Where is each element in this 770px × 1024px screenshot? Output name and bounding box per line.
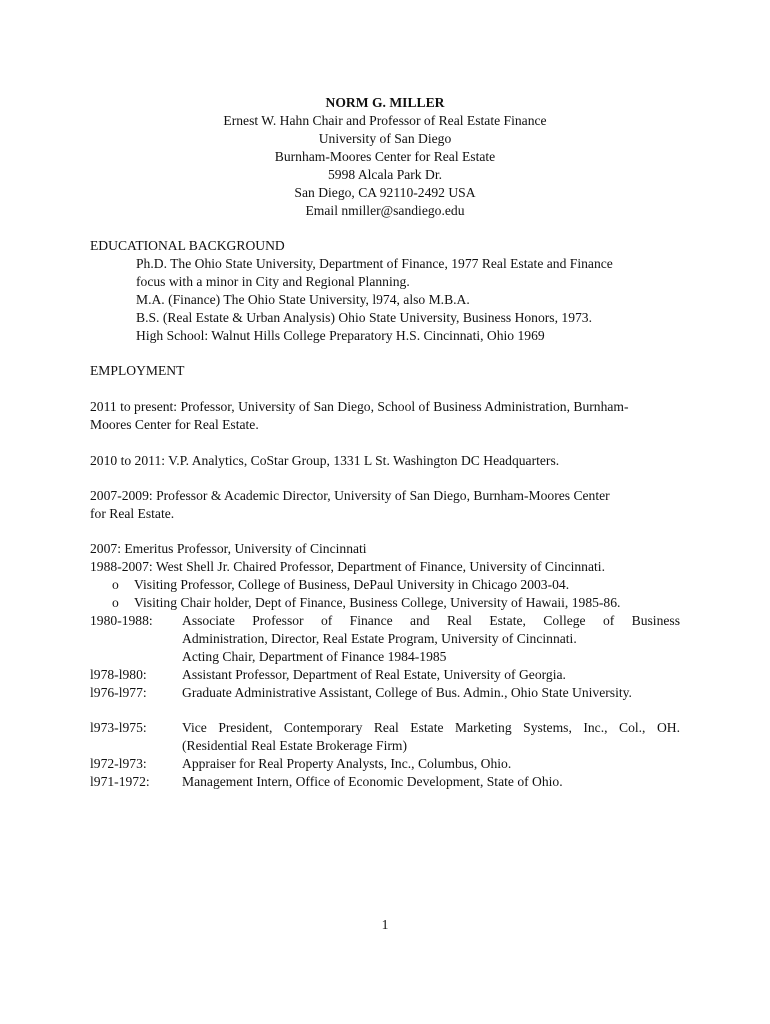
employment-role-cont: Acting Chair, Department of Finance 1984-1985 [182, 649, 447, 664]
employment-2011-line1: 2011 to present: Professor, University of San Diego, School of Business Administration, Burnham- [90, 399, 629, 414]
university: University of San Diego [318, 131, 452, 146]
employment-role: Associate Professor of Finance and Real Estate, College of Business [182, 613, 680, 628]
person-name: NORM G. MILLER [325, 95, 445, 110]
employment-role: Appraiser for Real Property Analysts, Inc., Columbus, Ohio. [182, 756, 512, 771]
employment-role: Assistant Professor, Department of Real Estate, University of Georgia. [182, 667, 566, 682]
employment-role: Vice President, Contemporary Real Estate Marketing Systems, Inc., Col., OH. [182, 720, 680, 735]
position-title: Ernest W. Hahn Chair and Professor of Real Estate Finance [223, 113, 547, 128]
street-address: 5998 Alcala Park Dr. [327, 167, 442, 182]
email: Email nmiller@sandiego.edu [305, 203, 465, 218]
bullet-marker: o [112, 577, 119, 592]
employment-date: l972-l973: [90, 756, 147, 771]
education-phd-line1: Ph.D. The Ohio State University, Department of Finance, 1977 Real Estate and Finance [136, 256, 613, 271]
employment-date: l976-l977: [90, 685, 147, 700]
employment-2010: 2010 to 2011: V.P. Analytics, CoStar Group, 1331 L St. Washington DC Headquarters. [90, 453, 560, 468]
employment-heading: EMPLOYMENT [90, 363, 185, 378]
bullet-marker: o [112, 595, 119, 610]
employment-role-cont: Administration, Director, Real Estate Program, University of Cincinnati. [182, 631, 577, 646]
employment-date: l978-l980: [90, 667, 147, 682]
bullet-text: Visiting Professor, College of Business, DePaul University in Chicago 2003-04. [134, 577, 570, 592]
employment-emeritus: 2007: Emeritus Professor, University of Cincinnati [90, 541, 367, 556]
list-item-hawaii [112, 594, 620, 612]
employment-date: l973-l975: [90, 720, 147, 735]
employment-role-cont: (Residential Real Estate Brokerage Firm) [182, 738, 407, 753]
education-ma: M.A. (Finance) The Ohio State University, l974, also M.B.A. [136, 292, 470, 307]
education-phd-line2: focus with a minor in City and Regional Planning. [136, 274, 410, 289]
employment-role: Management Intern, Office of Economic Development, State of Ohio. [182, 774, 563, 789]
list-item-depaul [112, 576, 569, 594]
page-number: 1 [381, 917, 389, 932]
employment-2007-line1: 2007-2009: Professor & Academic Director, University of San Diego, Burnham-Moores Center [90, 488, 610, 503]
bullet-text: Visiting Chair holder, Dept of Finance, Business College, University of Hawaii, 1985-86. [134, 595, 621, 610]
employment-date: 1980-1988: [90, 613, 153, 628]
employment-2011-line2: Moores Center for Real Estate. [90, 417, 259, 432]
employment-2007-line2: for Real Estate. [90, 506, 175, 521]
education-bs: B.S. (Real Estate & Urban Analysis) Ohio State University, Business Honors, 1973. [136, 310, 592, 325]
city-address: San Diego, CA 92110-2492 USA [294, 185, 476, 200]
education-heading: EDUCATIONAL BACKGROUND [90, 238, 285, 253]
employment-role: Graduate Administrative Assistant, College of Bus. Admin., Ohio State University. [182, 685, 632, 700]
employment-date: l971-1972: [90, 774, 150, 789]
center-name: Burnham-Moores Center for Real Estate [274, 149, 496, 164]
employment-shell: 1988-2007: West Shell Jr. Chaired Professor, Department of Finance, University of Cincinnati. [90, 559, 605, 574]
education-high-school: High School: Walnut Hills College Preparatory H.S. Cincinnati, Ohio 1969 [136, 328, 545, 343]
